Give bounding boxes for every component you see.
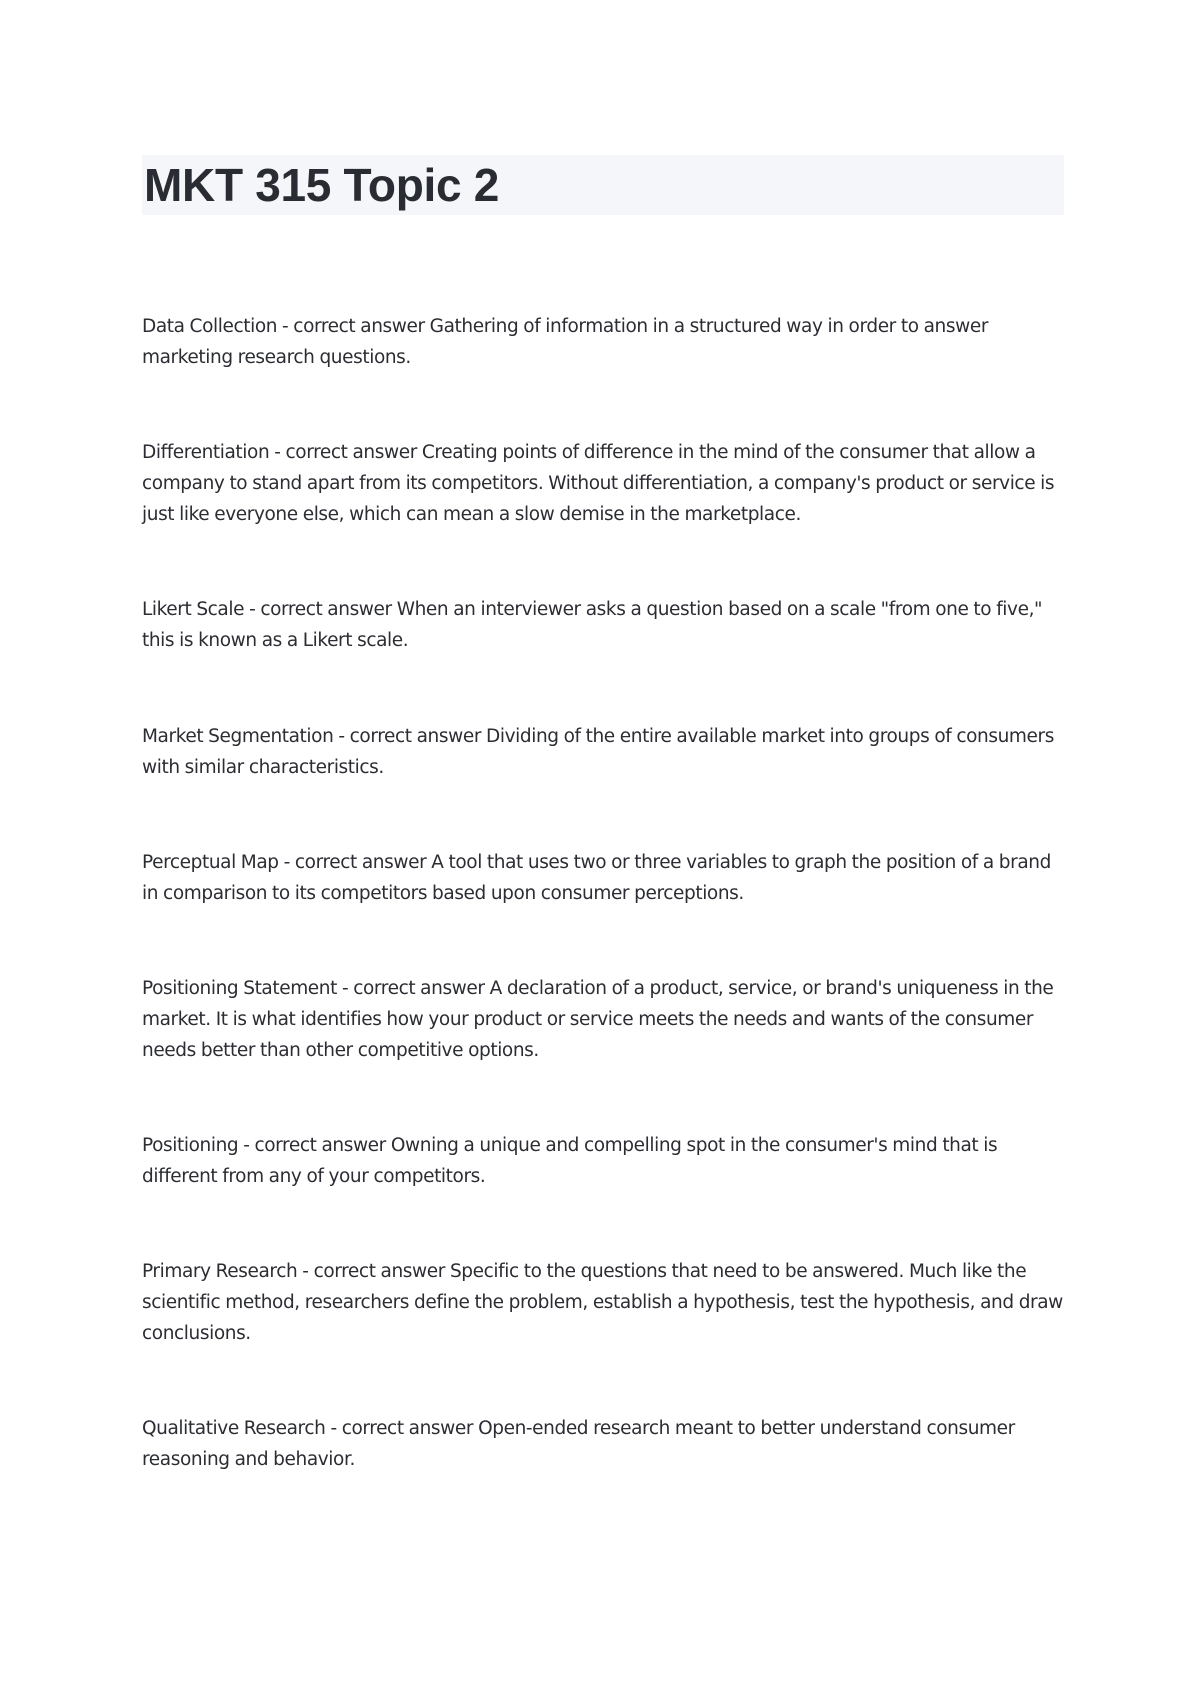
- glossary-entry-data-collection: [142, 311, 1067, 373]
- glossary-entry-positioning: [142, 1130, 1067, 1192]
- glossary-entry-differentiation: [142, 437, 1067, 530]
- glossary-entry-perceptual-map: [142, 847, 1067, 909]
- entry-definition: Owning a unique and compelling spot in the consumer's mind that is different from any of your competitors.: [142, 1135, 998, 1187]
- entry-definition: A declaration of a product, service, or brand's uniqueness in the market. It is what identifies how your product or service meets the needs and wants of the consumer needs better than other competitive options.: [142, 978, 1054, 1061]
- entry-definition: Specific to the questions that need to be answered. Much like the scientific method, researchers define the problem, establish a hypothesis, test the hypothesis, and draw conclusions.: [142, 1261, 1063, 1344]
- glossary-entry-market-segmentation: [142, 721, 1067, 783]
- entry-term: Likert Scale: [142, 599, 245, 620]
- entry-separator: - correct answer: [336, 978, 490, 999]
- entry-separator: - correct answer: [269, 442, 422, 463]
- entry-separator: - correct answer: [278, 852, 432, 873]
- entry-definition: When an interviewer asks a question based on a scale "from one to five," this is known as a Likert scale.: [142, 599, 1043, 651]
- entry-separator: - correct answer: [325, 1418, 479, 1439]
- entry-term: Market Segmentation: [142, 726, 334, 747]
- entry-term: Perceptual Map: [142, 852, 279, 873]
- entry-definition: Creating points of difference in the mind of the consumer that allow a company to stand apart from its competitors. Without differentiation, a company's product or service is just like everyone else, which can mean a slow demise in the marketplace.: [142, 442, 1055, 525]
- glossary-entry-qualitative-research: [142, 1413, 1067, 1475]
- glossary-entry-likert-scale: [142, 594, 1067, 656]
- entry-term: Primary Research: [142, 1261, 298, 1282]
- entry-term: Positioning Statement: [142, 978, 337, 999]
- entry-term: Differentiation: [142, 442, 270, 463]
- entry-separator: - correct answer: [277, 316, 430, 337]
- entry-definition: Dividing of the entire available market into groups of consumers with similar characteristics.: [142, 726, 1054, 778]
- glossary-list: [142, 311, 1067, 1539]
- entry-definition: A tool that uses two or three variables to graph the position of a brand in comparison to its competitors based upon consumer perceptions.: [142, 852, 1051, 904]
- glossary-entry-primary-research: [142, 1256, 1067, 1349]
- page-title: MKT 315 Topic 2: [144, 159, 500, 211]
- entry-separator: - correct answer: [244, 599, 397, 620]
- title-banner: [142, 155, 1064, 215]
- glossary-entry-positioning-statement: [142, 973, 1067, 1066]
- entry-term: Qualitative Research: [142, 1418, 326, 1439]
- entry-definition: Gathering of information in a structured way in order to answer marketing research questions.: [142, 316, 989, 368]
- entry-definition: Open-ended research meant to better understand consumer reasoning and behavior.: [142, 1418, 1015, 1470]
- entry-separator: - correct answer: [333, 726, 487, 747]
- entry-term: Positioning: [142, 1135, 239, 1156]
- entry-term: Data Collection: [142, 316, 278, 337]
- entry-separator: - correct answer: [238, 1135, 391, 1156]
- entry-separator: - correct answer: [297, 1261, 450, 1282]
